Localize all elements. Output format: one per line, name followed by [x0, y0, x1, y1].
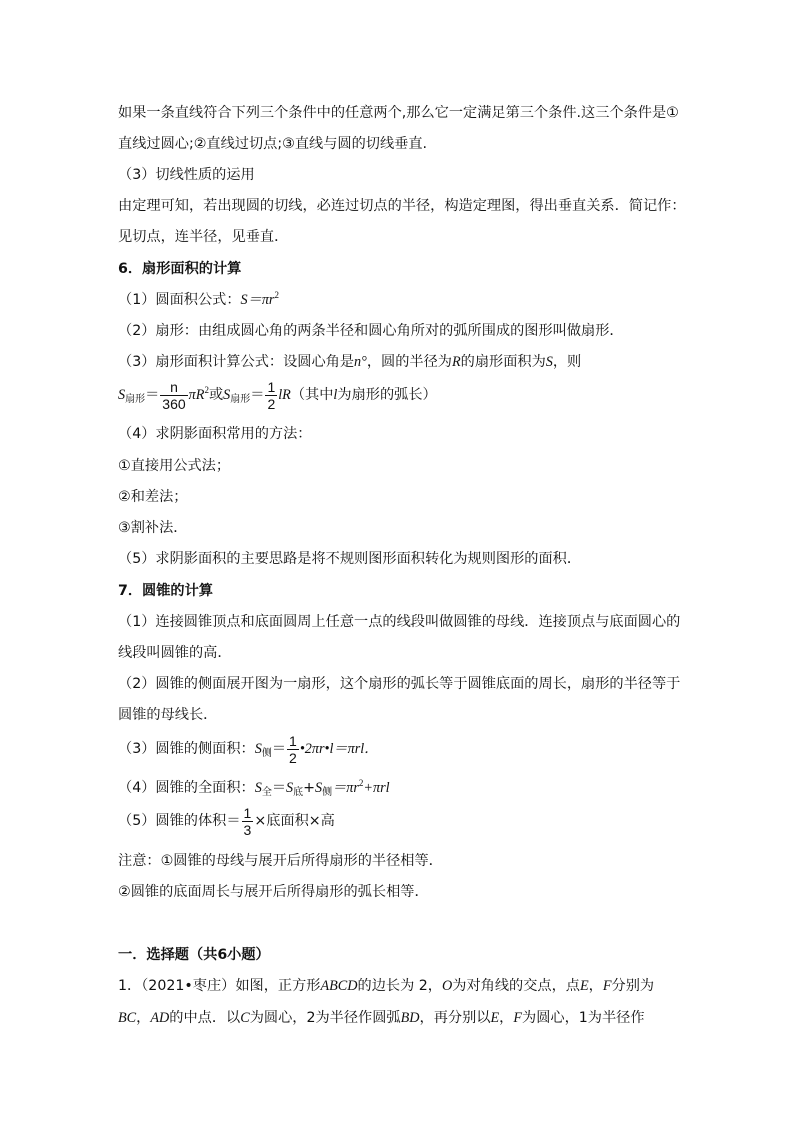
- text-line: （2）扇形：由组成圆心角的两条半径和圆心角所对的弧所围成的图形叫做扇形．: [118, 323, 624, 339]
- math-var: S: [118, 387, 126, 403]
- math-var: R: [451, 354, 461, 370]
- text-line: [118, 290, 694, 310]
- math-op: +: [303, 780, 315, 796]
- formula-line: [118, 778, 694, 803]
- text-line: [118, 352, 694, 372]
- text-line: 直线过圆心;②直线过切点;③直线与圆的切线垂直.: [118, 136, 428, 152]
- text-line: （2）圆锥的侧面展开图为一扇形，这个扇形的弧长等于圆锥底面的周长，扇形的半径等于: [118, 676, 681, 692]
- text-span: （3）圆锥的侧面积：: [118, 741, 255, 757]
- formula-line: [118, 376, 694, 419]
- text-line: 圆锥的母线长．: [118, 707, 218, 723]
- text-span: （1）圆面积公式：: [118, 292, 241, 308]
- text-span: （3）扇形面积计算公式：设圆心角是: [118, 354, 355, 370]
- text-line: ②圆锥的底面周长与展开后所得扇形的弧长相等．: [118, 884, 429, 900]
- text-line: 注意：①圆锥的母线与展开后所得扇形的半径相等．: [118, 853, 443, 869]
- math-superscript: 2: [358, 778, 364, 788]
- section-heading: 7．圆锥的计算: [118, 583, 213, 599]
- text-span: 的扇形面积为: [460, 354, 546, 370]
- text-line: （4）求阴影面积常用的方法：: [118, 426, 312, 442]
- text-line: 如果一条直线符合下列三个条件中的任意两个,那么它一定满足第三个条件.这三个条件是①: [118, 105, 679, 121]
- text-span: 为圆心，2为半径作圆弧: [249, 1010, 401, 1026]
- math-formula: •2πr•l＝πrl．: [299, 741, 379, 757]
- math-var: S: [223, 387, 231, 403]
- text-span: ，圆的半径为: [366, 354, 452, 370]
- math-var: lR: [278, 387, 291, 403]
- math-var: BC: [118, 1010, 137, 1026]
- math-var: F: [602, 978, 612, 994]
- text-line: ③割补法．: [118, 520, 188, 536]
- text-span: 的中点．以: [169, 1010, 241, 1026]
- math-var: n°: [354, 354, 367, 370]
- text-span: 为对角线的交点，点: [452, 978, 580, 994]
- text-span: ×底面积×高: [254, 813, 335, 829]
- question-line: [118, 1008, 694, 1028]
- math-var: F: [513, 1010, 523, 1026]
- formula-line: [118, 802, 694, 840]
- math-var: AD: [150, 1010, 170, 1026]
- math-formula: ＝πr: [332, 780, 359, 796]
- text-line: （3）切线性质的运用: [118, 167, 255, 183]
- text-span: 为圆心，1为半径作: [522, 1010, 645, 1026]
- section-heading: 6．扇形面积的计算: [118, 261, 242, 277]
- math-subscript: 底: [293, 787, 304, 798]
- text-span: ，: [499, 1010, 514, 1026]
- fraction-denominator: 3: [243, 821, 252, 838]
- text-line: （1）连接圆锥顶点和底面圆周上任意一点的线段叫做圆锥的母线．连接顶点与底面圆心的: [118, 614, 681, 630]
- fraction-numerator: 1: [267, 378, 276, 395]
- text-span: 或: [208, 387, 224, 403]
- text-span: ，: [136, 1010, 151, 1026]
- math-op: ＝: [271, 780, 287, 796]
- fraction-numerator: 1: [289, 732, 297, 749]
- text-span: （5）圆锥的体积＝: [118, 813, 241, 829]
- text-span: （其中: [290, 387, 334, 403]
- math-var: O: [442, 978, 453, 994]
- fraction: [265, 379, 277, 412]
- text-span: 为扇形的弧长）: [337, 387, 437, 403]
- math-var: BD: [400, 1010, 420, 1026]
- math-var: πR: [188, 387, 205, 403]
- question-line: [118, 976, 694, 996]
- math-op: ＝: [250, 387, 265, 403]
- math-var: ABCD: [320, 978, 358, 994]
- math-subscript: 扇形: [125, 394, 146, 405]
- text-line: 见切点，连半径，见垂直．: [118, 229, 289, 245]
- fraction: [160, 379, 187, 412]
- math-var: S: [254, 741, 262, 757]
- math-formula: +πrl: [363, 780, 390, 796]
- text-span: （4）圆锥的全面积：: [118, 780, 255, 796]
- math-subscript: 扇形: [230, 394, 251, 405]
- math-var: C: [240, 1010, 250, 1026]
- math-op: ＝: [271, 741, 287, 757]
- text-span: ，: [588, 978, 603, 994]
- math-superscript: 2: [204, 385, 209, 395]
- math-subscript: 全: [261, 787, 272, 798]
- fraction-numerator: n: [170, 378, 178, 395]
- text-span: 1．（2021•枣庄）如图，正方形: [118, 978, 321, 994]
- fraction-denominator: 360: [162, 395, 186, 412]
- text-line: （5）求阴影面积的主要思路是将不规则图形面积转化为规则图形的面积．: [118, 551, 582, 567]
- math-subscript: 侧: [261, 748, 272, 759]
- text-line: 由定理可知，若出现圆的切线，必连过切点的半径，构造定理图，得出垂直关系．简记作：: [118, 198, 686, 214]
- text-line: ②和差法；: [118, 489, 188, 505]
- fraction: [242, 805, 254, 838]
- text-span: ，则: [552, 354, 582, 370]
- formula-line: [118, 730, 694, 773]
- math-var: S: [254, 780, 262, 796]
- math-formula: S＝πr: [240, 292, 275, 308]
- math-var: S: [545, 354, 553, 370]
- fraction: [287, 733, 299, 766]
- text-span: 的边长为 2，: [357, 978, 442, 994]
- math-var: S: [286, 780, 294, 796]
- section-heading: 一．选择题（共6小题）: [118, 947, 270, 963]
- text-span: 分别为: [611, 978, 655, 994]
- math-op: ＝: [145, 387, 160, 403]
- fraction-denominator: 2: [289, 749, 297, 766]
- math-subscript: 侧: [322, 787, 333, 798]
- math-var: E: [579, 978, 589, 994]
- math-var: E: [490, 1010, 500, 1026]
- math-var: S: [315, 780, 323, 796]
- text-span: ，再分别以: [419, 1010, 491, 1026]
- math-var: l: [333, 387, 338, 403]
- fraction-denominator: 2: [267, 395, 276, 412]
- math-superscript: 2: [274, 290, 279, 300]
- fraction-numerator: 1: [243, 804, 252, 821]
- text-line: ①直接用公式法；: [118, 458, 231, 474]
- text-line: 线段叫圆锥的高．: [118, 645, 232, 661]
